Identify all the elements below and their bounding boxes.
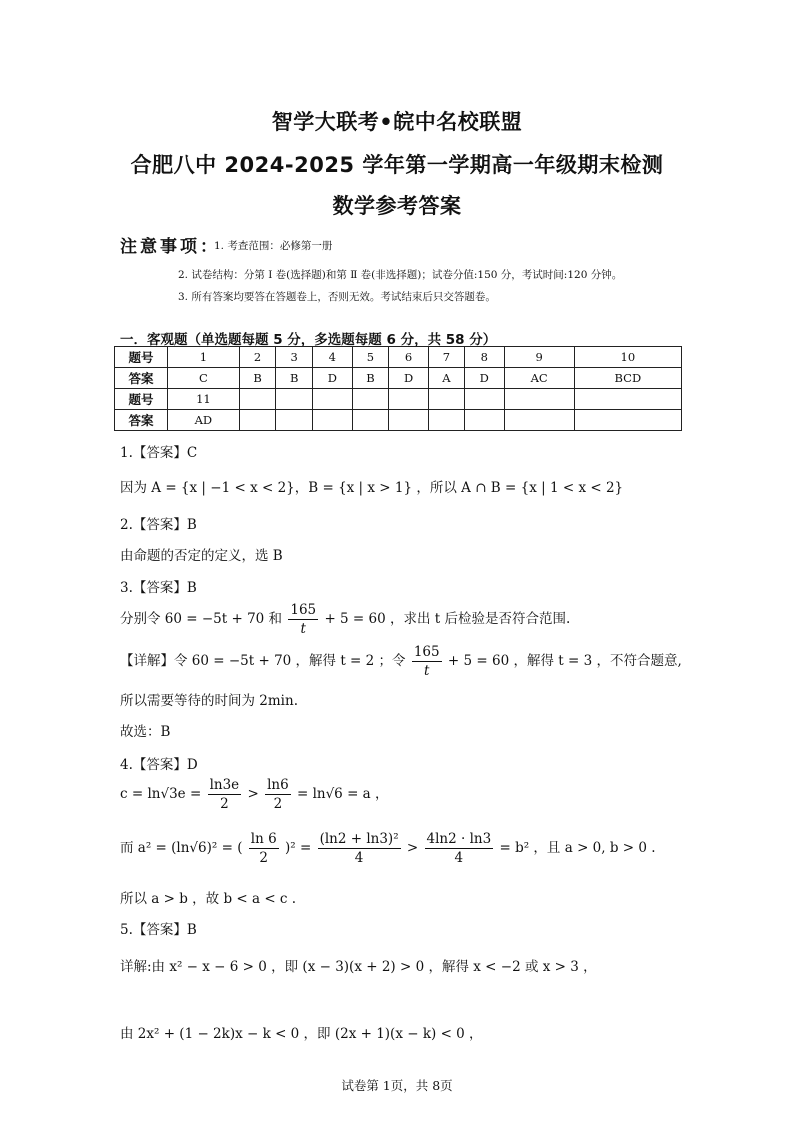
table-cell [504, 389, 574, 410]
table-row [115, 410, 682, 431]
fraction-denominator: 2 [259, 850, 269, 866]
notice-item-2: 2. 试卷结构：分第 Ⅰ 卷(选择题)和第 Ⅱ 卷(非选择题)；试卷分值:150 分，考试时间:120 分钟。 [178, 269, 623, 281]
fraction-numerator: (ln2 + ln3)² [319, 831, 399, 847]
table-cell: D [389, 368, 429, 389]
table-cell: 10 [574, 347, 681, 368]
fraction-denominator: 4 [454, 850, 464, 866]
q4-conclusion: 所以 a > b ，故 b < a < c . [120, 891, 297, 907]
table-cell [428, 410, 464, 431]
q4-line2-text-a: 而 a² = (ln√6)² = ( [120, 840, 243, 856]
q5-answer-heading: 5.【答案】B [120, 922, 197, 938]
fraction-denominator: 2 [273, 796, 283, 812]
q2-explanation: 由命题的否定的定义，选 B [120, 548, 283, 564]
table-cell [312, 389, 352, 410]
table-cell: B [276, 368, 313, 389]
table-cell [389, 410, 429, 431]
q5-line2: 由 2x² + (1 − 2k)x − k < 0 ，即 (2x + 1)(x − k) < 0 ， [120, 1026, 483, 1042]
table-cell: 2 [239, 347, 276, 368]
fraction-numerator: ln6 [267, 777, 289, 793]
table-row [115, 347, 682, 368]
table-cell [352, 389, 389, 410]
table-cell: A [428, 368, 464, 389]
fraction-denominator: t [424, 663, 430, 679]
table-cell [276, 389, 313, 410]
section-objective-title: 一．客观题（单选题每题 5 分，多选题每题 6 分，共 58 分） [120, 332, 497, 348]
row-label-question: 题号 [115, 389, 168, 410]
table-cell [504, 410, 574, 431]
q4-fraction-1 [208, 776, 242, 813]
q3-detail-text-a: 【详解】令 60 = −5t + 70 ，解得 t = 2 ；令 [120, 653, 406, 669]
table-cell [574, 389, 681, 410]
table-cell: D [312, 368, 352, 389]
table-cell: B [239, 368, 276, 389]
q3-answer-heading: 3.【答案】B [120, 580, 197, 596]
row-label-question: 题号 [115, 347, 168, 368]
notice-item-3: 3. 所有答案均要答在答题卷上，否则无效。考试结束后只交答题卷。 [178, 291, 496, 303]
fraction-numerator: ln3e [209, 777, 240, 793]
table-cell: 3 [276, 347, 313, 368]
table-cell [276, 410, 313, 431]
fraction-denominator: t [300, 621, 306, 637]
q4-line2 [120, 830, 656, 867]
q2-answer-heading: 2.【答案】B [120, 517, 197, 533]
q3-hint-text-b: + 5 = 60 ，求出 t 后检验是否符合范围. [324, 611, 571, 627]
table-cell: 1 [168, 347, 240, 368]
table-cell: BCD [574, 368, 681, 389]
table-cell: 11 [168, 389, 240, 410]
table-cell: 9 [504, 347, 574, 368]
q4-line2-text-c: > [406, 840, 419, 856]
q3-detail-text-b: + 5 = 60 ，解得 t = 3 ，不符合题意, [447, 653, 682, 669]
table-cell: C [168, 368, 240, 389]
q3-hint-fraction [288, 601, 318, 638]
fraction-numerator: 165 [290, 602, 317, 618]
table-cell: 8 [464, 347, 504, 368]
q4-line2-text-b: )² = [284, 840, 312, 856]
answer-table [114, 346, 682, 431]
q4-fraction-4 [318, 830, 401, 867]
q5-line1: 详解:由 x² − x − 6 > 0 ，即 (x − 3)(x + 2) > 0 ，解得 x < −2 或 x > 3 ， [120, 959, 597, 975]
table-cell: D [464, 368, 504, 389]
table-cell [428, 389, 464, 410]
fraction-numerator: ln 6 [250, 831, 277, 847]
table-row [115, 368, 682, 389]
q3-hint-line [120, 601, 570, 638]
fraction-denominator: 4 [354, 850, 364, 866]
table-cell: AD [168, 410, 240, 431]
fraction-denominator: 2 [220, 796, 229, 812]
table-row [115, 389, 682, 410]
row-label-answer: 答案 [115, 410, 168, 431]
q4-fraction-5 [425, 830, 494, 867]
notice-heading: 注意事项： [120, 237, 220, 257]
table-cell [464, 410, 504, 431]
notice-item-1: 1. 考查范围：必修第一册 [214, 240, 333, 252]
q4-line1 [120, 776, 389, 813]
q4-answer-heading: 4.【答案】D [120, 757, 198, 773]
row-label-answer: 答案 [115, 368, 168, 389]
table-cell: 6 [389, 347, 429, 368]
page-footer: 试卷第 1页，共 8页 [341, 1078, 453, 1093]
q3-hint-text-a: 分别令 60 = −5t + 70 和 [120, 611, 283, 627]
table-cell [574, 410, 681, 431]
table-cell: 7 [428, 347, 464, 368]
table-cell [464, 389, 504, 410]
q4-fraction-3 [249, 830, 279, 867]
q3-choice: 故选：B [120, 724, 171, 740]
q1-answer-heading: 1.【答案】C [120, 445, 198, 461]
q4-line1-text-c: = ln√6 = a ， [296, 786, 389, 802]
fraction-numerator: 4ln2 · ln3 [426, 831, 492, 847]
table-cell [239, 389, 276, 410]
q4-line1-text-a: c = ln√3e = [120, 786, 202, 802]
q4-line1-text-b: > [247, 786, 259, 802]
table-cell [312, 410, 352, 431]
q4-fraction-2 [265, 776, 291, 813]
table-cell: 5 [352, 347, 389, 368]
table-cell: AC [504, 368, 574, 389]
table-cell: 4 [312, 347, 352, 368]
document-title: 数学参考答案 [332, 194, 462, 218]
q3-conclusion: 所以需要等待的时间为 2min. [120, 693, 298, 709]
table-cell [389, 389, 429, 410]
q4-line2-text-d: = b² ，且 a > 0, b > 0 . [499, 840, 656, 856]
fraction-numerator: 165 [413, 644, 440, 660]
exam-header-line1: 智学大联考•皖中名校联盟 [271, 110, 523, 134]
table-cell [352, 410, 389, 431]
table-cell: B [352, 368, 389, 389]
q3-detail-fraction [412, 643, 442, 680]
q1-explanation: 因为 A = {x | −1 < x < 2}，B = {x | x > 1} ，所以 A ∩ B = {x | 1 < x < 2} [120, 480, 624, 496]
q3-detail-line [120, 643, 682, 680]
exam-header-line2: 合肥八中 2024-2025 学年第一学期高一年级期末检测 [130, 153, 664, 177]
table-cell [239, 410, 276, 431]
